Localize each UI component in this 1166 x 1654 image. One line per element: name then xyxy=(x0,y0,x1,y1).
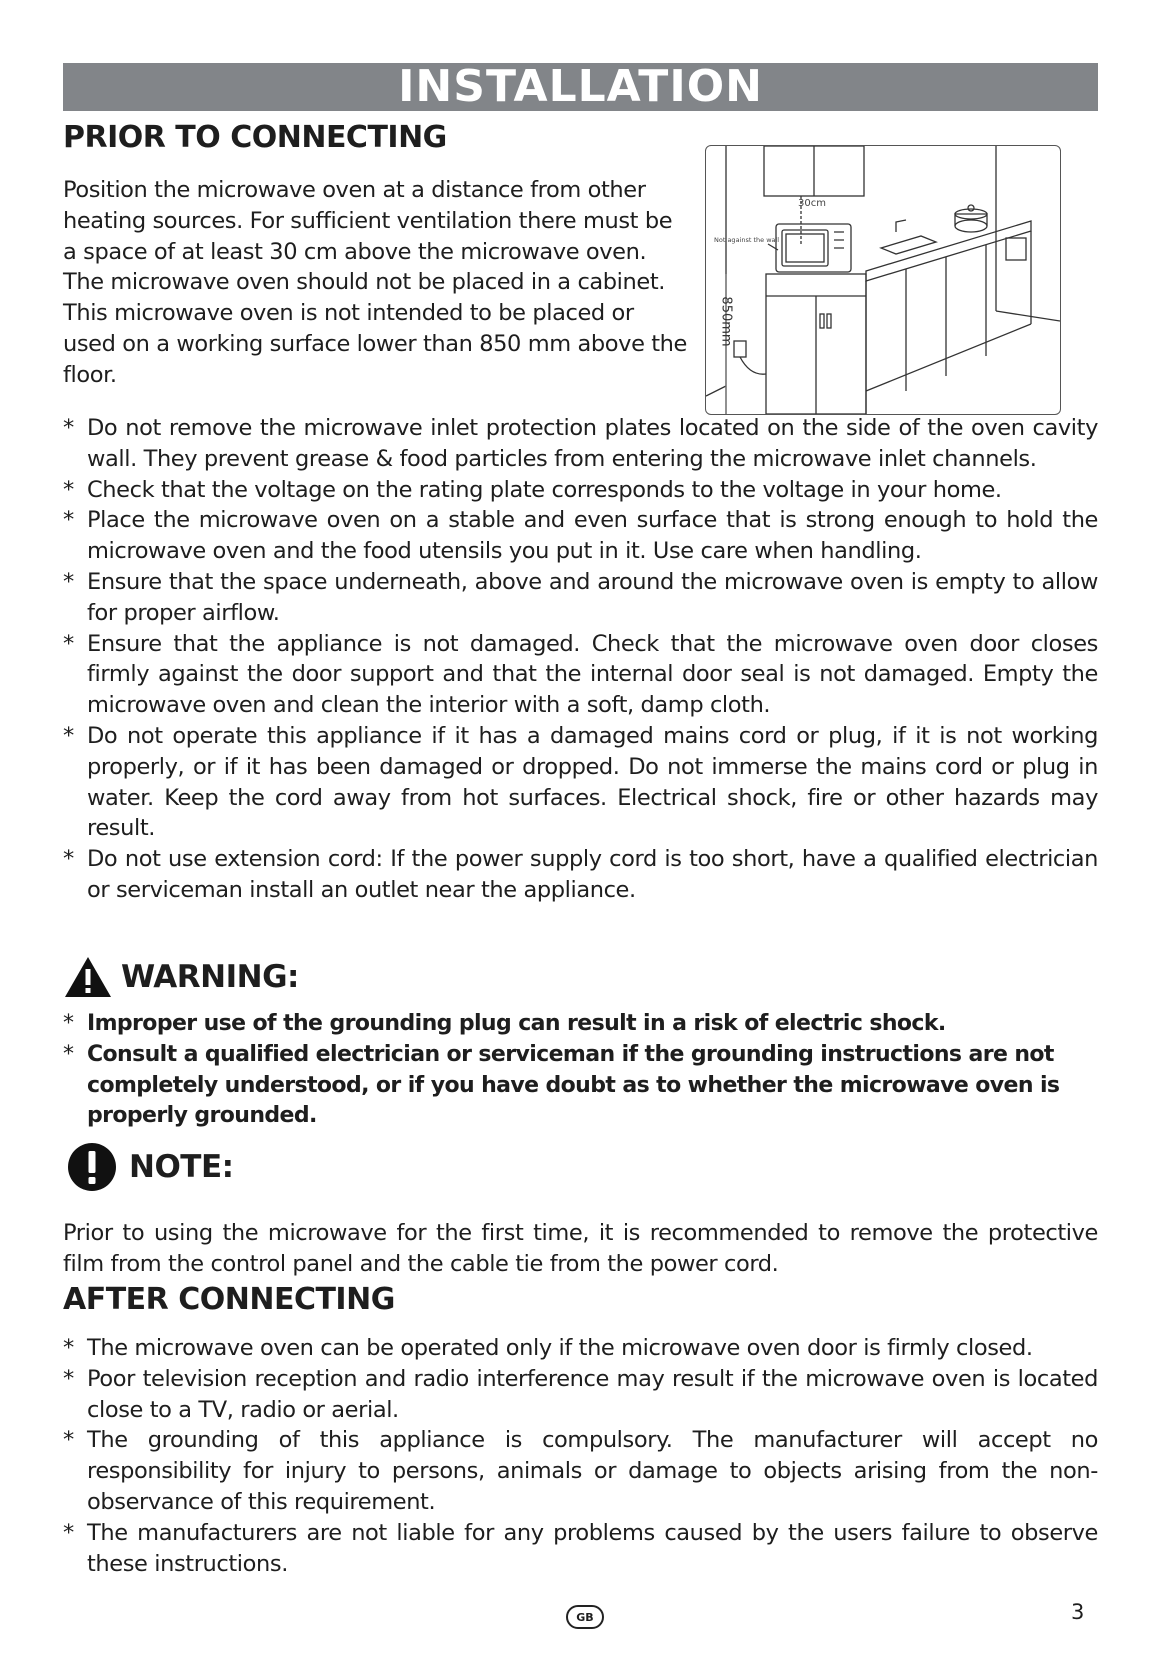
bullet-marker: * xyxy=(63,415,74,441)
list-item-text: Ensure that the space underneath, above and around the microwave oven is empty to allow for proper airflow. xyxy=(87,568,1098,626)
bullet-marker: * xyxy=(63,476,74,503)
bullet-marker: * xyxy=(63,1519,74,1546)
title-bar xyxy=(63,63,1098,111)
after-heading: AFTER CONNECTING xyxy=(63,1282,395,1317)
bullet-marker: * xyxy=(63,1011,74,1036)
language-badge xyxy=(566,1605,604,1629)
figure-label-not-against-wall: Not against the wall xyxy=(714,236,780,244)
intro-paragraph: Position the microwave oven at a distance from other heating sources. For sufficient ventilation there must be a space of at least 30 cm above the microwave oven. xyxy=(63,177,673,265)
figure-label-850mm: 850mm xyxy=(718,296,734,347)
list-item-text: Do not use extension cord: If the power supply cord is too short, have a qualified electrician or serviceman install an outlet near the appliance. xyxy=(87,846,1098,903)
bullet-marker: * xyxy=(63,1365,74,1392)
prior-heading: PRIOR TO CONNECTING xyxy=(63,120,447,155)
figure-label-30cm: 30cm xyxy=(798,198,826,209)
warning-callout xyxy=(63,955,299,999)
prior-bullet-list xyxy=(63,413,1098,906)
list-item xyxy=(63,1364,1098,1426)
list-item xyxy=(63,1425,1098,1517)
list-item xyxy=(63,844,1098,906)
page-number: 3 xyxy=(1071,1600,1085,1624)
intro-paragraph: The microwave oven should not be placed in a cabinet. This microwave oven is not intended to be placed or used on a working surface lower than 850 mm above the floor. xyxy=(63,269,687,388)
list-item xyxy=(63,1333,1098,1364)
list-item xyxy=(63,1009,1098,1040)
bullet-marker: * xyxy=(63,846,74,873)
note-text: Prior to using the microwave for the first time, it is recommended to remove the protective film from the control panel and the cable tie from the power cord. xyxy=(63,1220,1098,1277)
list-item-text: Do not remove the microwave inlet protection plates located on the side of the oven cavity wall. They prevent grease & food particles from entering the microwave inlet channels. xyxy=(87,415,1098,472)
note-label: NOTE: xyxy=(129,1149,234,1185)
exclamation-circle-icon xyxy=(67,1142,117,1192)
list-item-text: Poor television reception and radio interference may result if the microwave oven is located close to a TV, radio or aerial. xyxy=(87,1365,1098,1423)
bullet-marker: * xyxy=(63,630,74,657)
bullet-marker: * xyxy=(63,507,74,534)
language-badge-label: GB xyxy=(576,1610,594,1624)
list-item-text: The manufacturers are not liable for any problems caused by the users failure to observe these instructions. xyxy=(87,1519,1098,1577)
warning-label: WARNING: xyxy=(121,959,299,995)
warning-triangle-icon xyxy=(63,955,113,999)
list-item xyxy=(63,475,1098,506)
list-item xyxy=(63,721,1098,844)
list-item xyxy=(63,629,1098,721)
list-item xyxy=(63,1040,1098,1132)
list-item-text: Place the microwave oven on a stable and even surface that is strong enough to hold the microwave oven and the food utensils you put in it. Use care when handling. xyxy=(87,507,1098,565)
list-item-text: Improper use of the grounding plug can result in a risk of electric shock. xyxy=(87,1011,946,1036)
bullet-marker: * xyxy=(63,568,74,595)
list-item-text: Do not operate this appliance if it has a damaged mains cord or plug, if it is not working properly, or if it has been damaged or dropped. Do not immerse the mains cord or plug in water. Keep the cord away from hot surfaces. Electrical shock, fire or other hazards may result. xyxy=(87,722,1098,842)
list-item xyxy=(63,505,1098,567)
intro-text xyxy=(63,175,688,391)
bullet-marker: * xyxy=(63,722,74,749)
list-item-text: The grounding of this appliance is compulsory. The manufacturer will accept no responsibility for injury to persons, animals or damage to objects arising from the non-observance of this requirement. xyxy=(87,1427,1098,1515)
note-callout xyxy=(67,1142,234,1192)
page-title: INSTALLATION xyxy=(398,61,763,112)
bullet-marker: * xyxy=(63,1427,74,1454)
bullet-marker: * xyxy=(63,1041,74,1067)
list-item-text: Ensure that the appliance is not damaged. Check that the microwave oven door closes firmly against the door support and that the internal door seal is not damaged. Empty the microwave oven and clean the interior with a soft, damp cloth. xyxy=(87,630,1098,719)
after-bullet-list xyxy=(63,1333,1098,1579)
bullet-marker: * xyxy=(63,1335,74,1361)
list-item-text: Consult a qualified electrician or serviceman if the grounding instructions are not completely understood, or if you have doubt as to whether the microwave oven is properly grounded. xyxy=(87,1041,1060,1129)
warning-bullet-list xyxy=(63,1009,1098,1132)
list-item xyxy=(63,413,1098,475)
list-item xyxy=(63,1518,1098,1580)
list-item xyxy=(63,567,1098,629)
list-item-text: Check that the voltage on the rating plate corresponds to the voltage in your home. xyxy=(87,476,1002,503)
list-item-text: The microwave oven can be operated only if the microwave oven door is firmly closed. xyxy=(87,1335,1033,1361)
kitchen-installation-illustration xyxy=(705,145,1061,415)
